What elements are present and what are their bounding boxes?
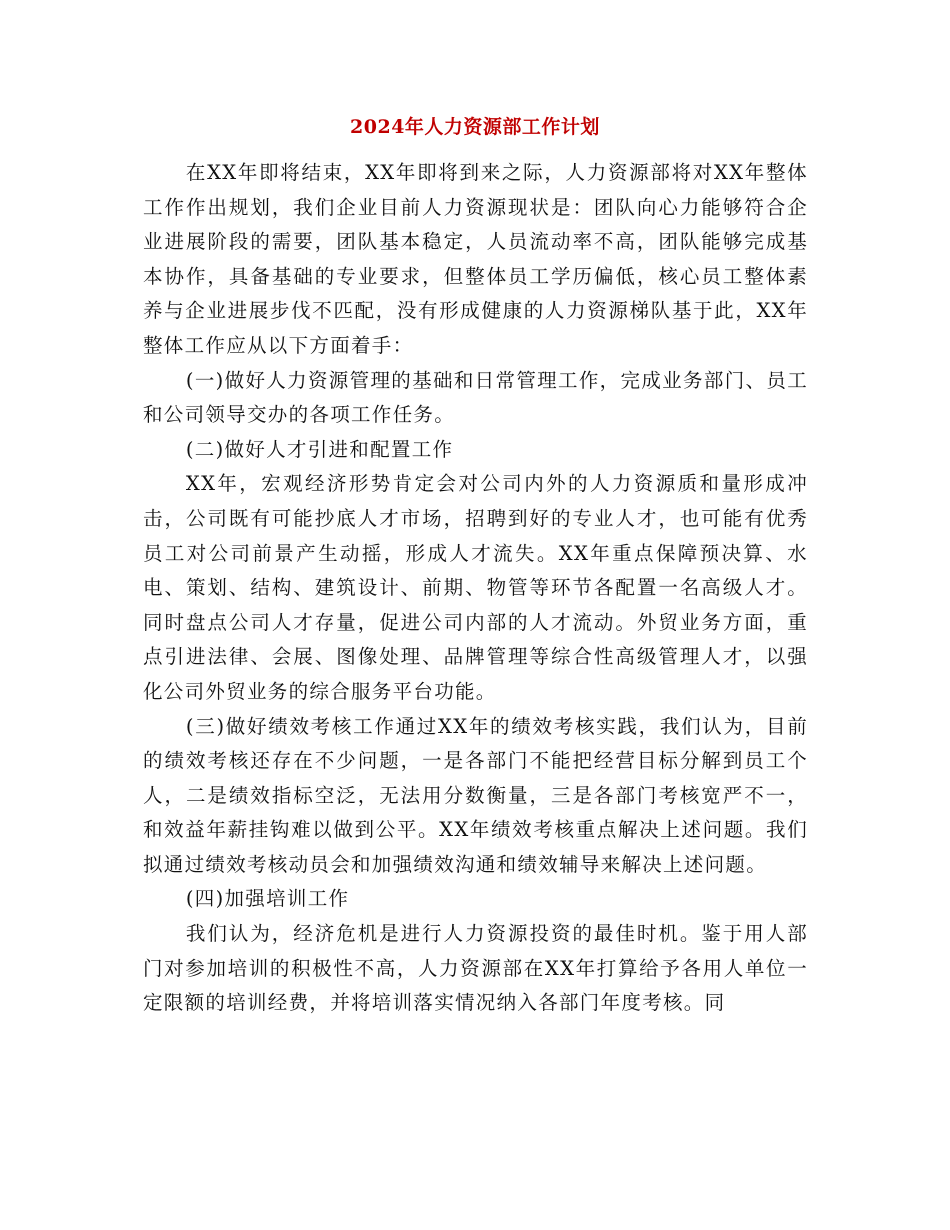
paragraph-section-3: (三)做好绩效考核工作通过XX年的绩效考核实践，我们认为，目前的绩效考核还存在不少问题，一是各部门不能把经营目标分解到员工个人，二是绩效指标空泛，无法用分数衡量，三是各部门考核宽严不一，和效益年薪挂钩难以做到公平。XX年绩效考核重点解决上述问题。我们拟通过绩效考核动员会和加强绩效沟通和绩效辅导来解决上述问题。 <box>143 714 808 876</box>
paragraph-section-4-body: 我们认为，经济危机是进行人力资源投资的最佳时机。鉴于用人部门对参加培训的积极性不高，人力资源部在XX年打算给予各用人单位一定限额的培训经费，并将培训落实情况纳入各部门年度考核。同 <box>143 922 808 1015</box>
paragraph-section-4-heading: (四)加强培训工作 <box>185 887 350 911</box>
document-title: 2024年人力资源部工作计划 <box>350 116 600 138</box>
paragraph-intro: 在XX年即将结束，XX年即将到来之际，人力资源部将对XX年整体工作作出规划，我们企业目前人力资源现状是：团队向心力能够符合企业进展阶段的需要，团队基本稳定，人员流动率不高，团队能够完成基本协作，具备基础的专业要求，但整体员工学历偏低，核心员工整体素养与企业进展步伐不匹配，没有形成健康的人力资源梯队基于此，XX年整体工作应从以下方面着手： <box>143 161 808 357</box>
paragraph-section-2-heading: (二)做好人才引进和配置工作 <box>185 437 454 461</box>
paragraph-section-2-body: XX年，宏观经济形势肯定会对公司内外的人力资源质和量形成冲击，公司既有可能抄底人才市场，招聘到好的专业人才，也可能有优秀员工对公司前景产生动摇，形成人才流失。XX年重点保障预决算、水电、策划、结构、建筑设计、前期、物管等环节各配置一名高级人才。同时盘点公司人才存量，促进公司内部的人才流动。外贸业务方面，重点引进法律、会展、图像处理、品牌管理等综合性高级管理人才，以强化公司外贸业务的综合服务平台功能。 <box>143 472 808 703</box>
document-body <box>143 156 808 1021</box>
paragraph-section-1: (一)做好人力资源管理的基础和日常管理工作，完成业务部门、员工和公司领导交办的各项工作任务。 <box>143 368 808 427</box>
